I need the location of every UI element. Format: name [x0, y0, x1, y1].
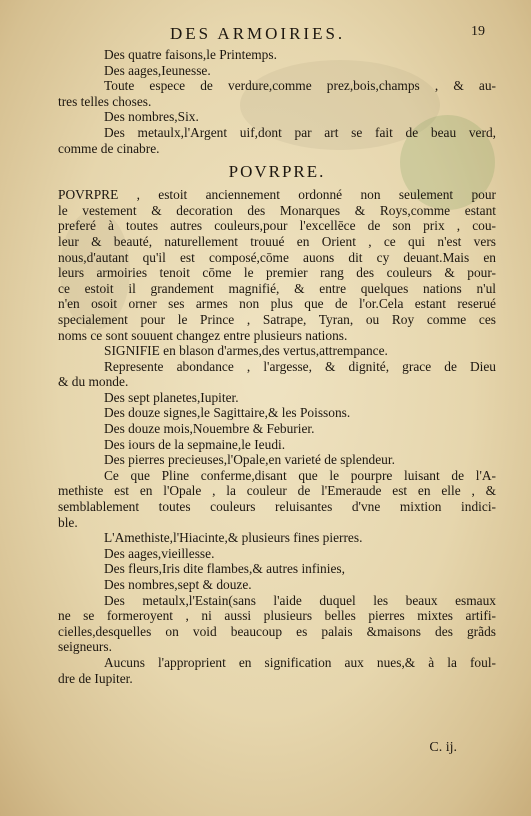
- text-line: Des douze mois,Nouembre & Feburier.: [104, 421, 315, 437]
- text-line: Des aages,Ieunesse.: [104, 62, 211, 78]
- text-line: Des aages,vieillesse.: [104, 545, 215, 561]
- text-line: nous,d'autant qu'il est composé,cōme auons dit cy deuant.Mais en: [58, 249, 496, 265]
- text-line: Des pierres precieuses,l'Opale,en varieté de splendeur.: [104, 452, 395, 468]
- text-line: le vestement & decoration des Monarques & Roys,comme estant: [58, 202, 496, 218]
- text-line: Des metaulx,l'Argent uif,dont par art se fait de beau verd,: [104, 124, 496, 140]
- text-line: preferé à toutes autres couleurs,pour l'excellēce de son prix , cou-: [58, 218, 496, 234]
- body-text: [58, 47, 496, 686]
- text-line: POVRPRE , estoit anciennement ordonné non seulement pour: [58, 187, 496, 203]
- text-line: SIGNIFIE en blason d'armes,des vertus,attrempance.: [104, 343, 388, 359]
- text-line: seigneurs.: [58, 639, 112, 655]
- section-heading: POVRPRE.: [228, 162, 326, 182]
- paragraph-pourpre: [58, 187, 496, 686]
- text-line: Des nombres,Six.: [104, 109, 199, 125]
- text-line: semblablement toutes couleurs reluisantes d'vne mixtion indici-: [58, 499, 496, 515]
- text-line: tres telles choses.: [58, 93, 152, 109]
- text-line: Des douze signes,le Sagittaire,& les Poissons.: [104, 405, 351, 421]
- text-line: dre de Iupiter.: [58, 670, 133, 686]
- text-line: Des nombres,sept & douze.: [104, 577, 252, 592]
- text-line: comme de cinabre.: [58, 140, 160, 156]
- text-line: leurs armoiries tenoit cōme le premier rang des couleurs & pour-: [58, 265, 496, 281]
- text-line: methiste est en l'Opale , la couleur de l'Emeraude est en elle , &: [58, 483, 496, 499]
- text-line: ble.: [58, 514, 78, 530]
- page-header: [0, 24, 531, 46]
- text-line: cielles,desquelles on void beaucoup es palais &maisons des grãds: [58, 623, 496, 639]
- text-line: Ce que Pline conferme,disant que le pourpre luisant de l'A-: [104, 467, 496, 483]
- text-line: Toute espece de verdure,comme prez,bois,champs , & au-: [104, 78, 496, 94]
- running-head: DES ARMOIRIES.: [170, 24, 346, 43]
- text-line: Des metaulx,l'Estain(sans l'aide duquel les beaux esmaux: [104, 592, 496, 608]
- text-line: Des quatre faisons,le Printemps.: [104, 47, 277, 62]
- text-line: L'Amethiste,l'Hiacinte,& plusieurs fines pierres.: [104, 530, 363, 546]
- text-line: Aucuns l'approprient en signification aux nues,& à la foul-: [104, 654, 496, 670]
- text-line: ne se formeroyent , ni aussi plusieurs belles pierres mixtes artifi-: [58, 608, 496, 624]
- text-line: n'en osoit orner ses armes non plus que de l'or.Cela estant reserué: [58, 296, 496, 312]
- text-line: Des iours de la sepmaine,le Ieudi.: [104, 436, 286, 452]
- text-line: Des fleurs,Iris dite flambes,& autres infinies,: [104, 561, 345, 577]
- text-line: leur & beauté, naturellement trouué en Orient , ce qui n'est vers: [58, 233, 496, 249]
- page-number: 19: [471, 24, 485, 39]
- text-line: specialement pour le Prince , Satrape, Tyran, ou Roy comme ces: [58, 311, 496, 327]
- text-line: Represente abondance , l'argesse, & dignité, grace de Dieu: [104, 358, 496, 374]
- paragraph-vert-correspondences: [58, 47, 496, 156]
- text-line: noms ce sont souuent changez entre plusieurs nations.: [58, 327, 348, 343]
- text-line: & du monde.: [58, 374, 129, 390]
- signature-mark: C. ij.: [429, 740, 457, 755]
- text-line: Des sept planetes,Iupiter.: [104, 389, 239, 405]
- text-line: ce estoit il grandement magnifié, & entre quelques nations n'ul: [58, 280, 496, 296]
